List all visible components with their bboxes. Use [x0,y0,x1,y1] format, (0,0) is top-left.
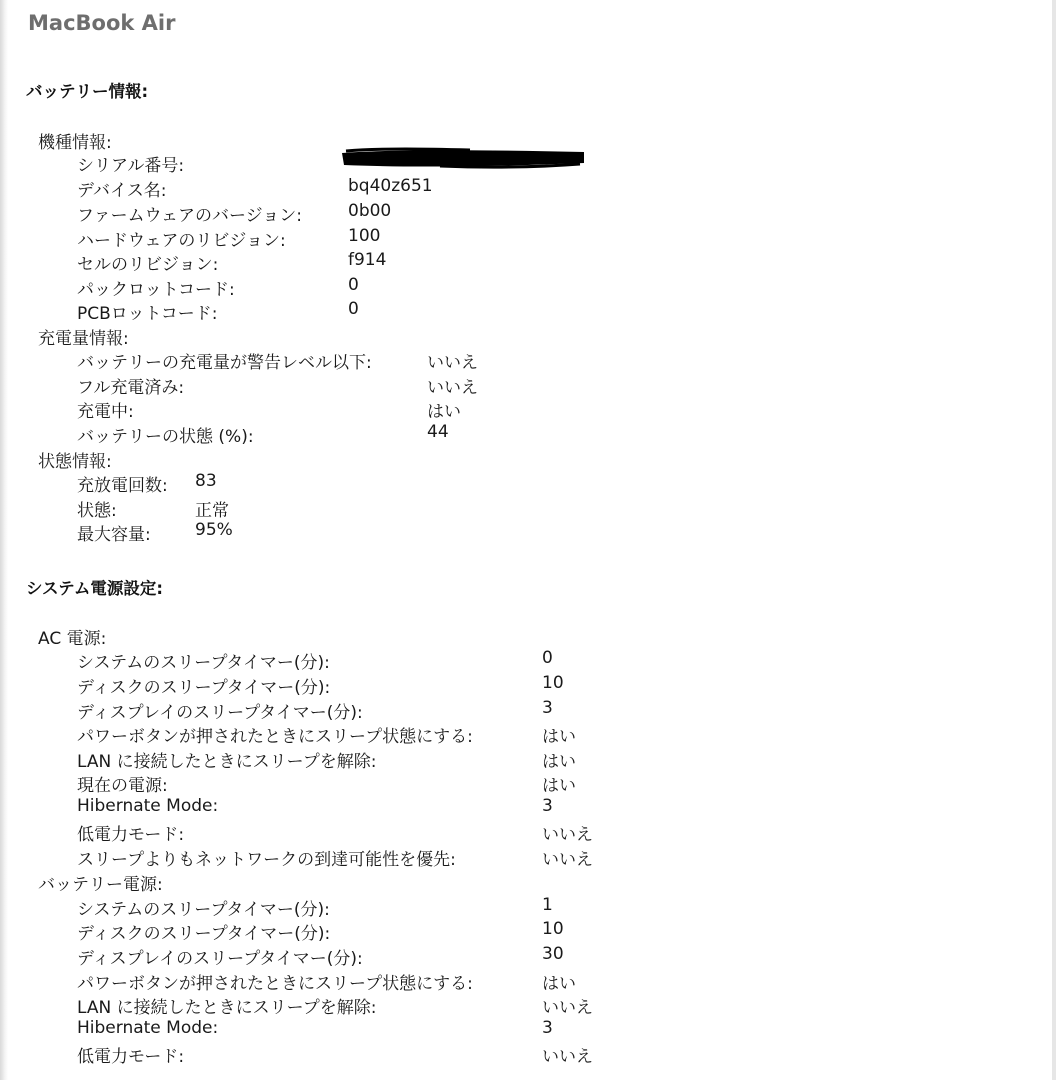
info-key: 現在の電源: [77,776,168,796]
info-row [0,299,1040,323]
info-row [0,944,1040,968]
info-value: 100 [348,226,381,246]
info-value: 1 [542,895,553,915]
info-key: PCBロットコード: [77,304,218,324]
info-value: 0 [348,299,359,319]
info-value: 10 [542,919,564,939]
info-row [0,845,1040,869]
info-key: ディスクのスリープタイマー(分): [77,924,331,944]
info-value: 3 [542,1018,553,1038]
info-row [0,895,1040,919]
info-row [0,373,1040,397]
model-info-label: 機種情報: [38,133,112,153]
info-key: デバイス名: [77,181,167,201]
info-key: パワーボタンが押されたときにスリープ状態にする: [77,727,473,747]
info-row [0,275,1040,299]
info-value: bq40z651 [348,176,433,196]
info-row [0,1018,1040,1042]
info-key: 最大容量: [77,525,151,545]
info-value: 0b00 [348,201,392,221]
info-value: 44 [427,422,449,442]
info-key: LAN に接続したときにスリープを解除: [77,998,377,1018]
info-row [0,496,1040,520]
info-value: 10 [542,673,564,693]
info-row [0,520,1040,544]
info-row [0,176,1040,200]
window-right-edge [1052,0,1056,1080]
info-row [0,673,1040,697]
info-value: はい [542,776,576,796]
info-key: 充電中: [77,402,134,422]
info-row [0,969,1040,993]
info-row [0,993,1040,1017]
charge-info-label: 充電量情報: [38,329,129,349]
health-info-label: 状態情報: [38,452,112,472]
redaction-scribble [340,147,586,169]
info-row [0,648,1040,672]
battery-power-label: バッテリー電源: [38,875,163,895]
info-row [0,348,1040,372]
info-value: いいえ [427,378,478,398]
info-key: パワーボタンが押されたときにスリープ状態にする: [77,974,473,994]
info-row [0,1042,1040,1066]
info-row [0,771,1040,795]
info-key: 低電力モード: [77,1047,185,1067]
info-row [0,722,1040,746]
info-row [0,747,1040,771]
power-settings-header: システム電源設定: [26,579,163,598]
info-value: 3 [542,796,553,816]
info-key: Hibernate Mode: [77,796,219,816]
info-key: ファームウェアのバージョン: [77,206,303,226]
info-value: はい [542,727,576,747]
info-value: いいえ [542,1047,593,1067]
info-key: 低電力モード: [77,825,185,845]
info-key: バッテリーの状態 (%): [77,427,254,447]
info-key: パックロットコード: [77,280,235,300]
info-key: 状態: [77,501,117,521]
info-row [0,201,1040,225]
info-row [0,422,1040,446]
info-key: スリープよりもネットワークの到達可能性を優先: [77,850,456,870]
info-value: 95% [195,520,233,540]
info-row [0,820,1040,844]
info-row [0,397,1040,421]
info-value: はい [542,974,576,994]
info-row [0,471,1040,495]
info-key: ディスクのスリープタイマー(分): [77,678,331,698]
info-row [0,698,1040,722]
info-row [0,250,1040,274]
info-value: いいえ [427,353,478,373]
info-value: 3 [542,698,553,718]
info-key: LAN に接続したときにスリープを解除: [77,752,377,772]
info-value: いいえ [542,825,593,845]
info-key: Hibernate Mode: [77,1018,219,1038]
info-key: 充放電回数: [77,476,168,496]
info-row [0,919,1040,943]
info-value: いいえ [542,850,593,870]
info-key: ハードウェアのリビジョン: [77,231,286,251]
info-value: はい [427,402,461,422]
info-value: はい [542,752,576,772]
info-key: ディスプレイのスリープタイマー(分): [77,949,363,969]
ac-power-label: AC 電源: [38,629,107,649]
info-key: システムのスリープタイマー(分): [77,900,330,920]
info-value: 0 [542,648,553,668]
info-key: フル充電済み: [77,378,185,398]
info-key: ディスプレイのスリープタイマー(分): [77,703,363,723]
info-value: いいえ [542,998,593,1018]
info-value: 30 [542,944,564,964]
info-key: セルのリビジョン: [77,255,219,275]
info-value: 0 [348,275,359,295]
info-key: バッテリーの充電量が警告レベル以下: [77,353,372,373]
info-key: システムのスリープタイマー(分): [77,653,330,673]
battery-info-header: バッテリー情報: [26,82,149,101]
info-value: 83 [195,471,217,491]
info-value: f914 [348,250,387,270]
info-row [0,226,1040,250]
info-row [0,796,1040,820]
info-key: シリアル番号: [77,156,185,176]
page-title: MacBook Air [28,11,176,35]
info-value: 正常 [195,501,229,521]
